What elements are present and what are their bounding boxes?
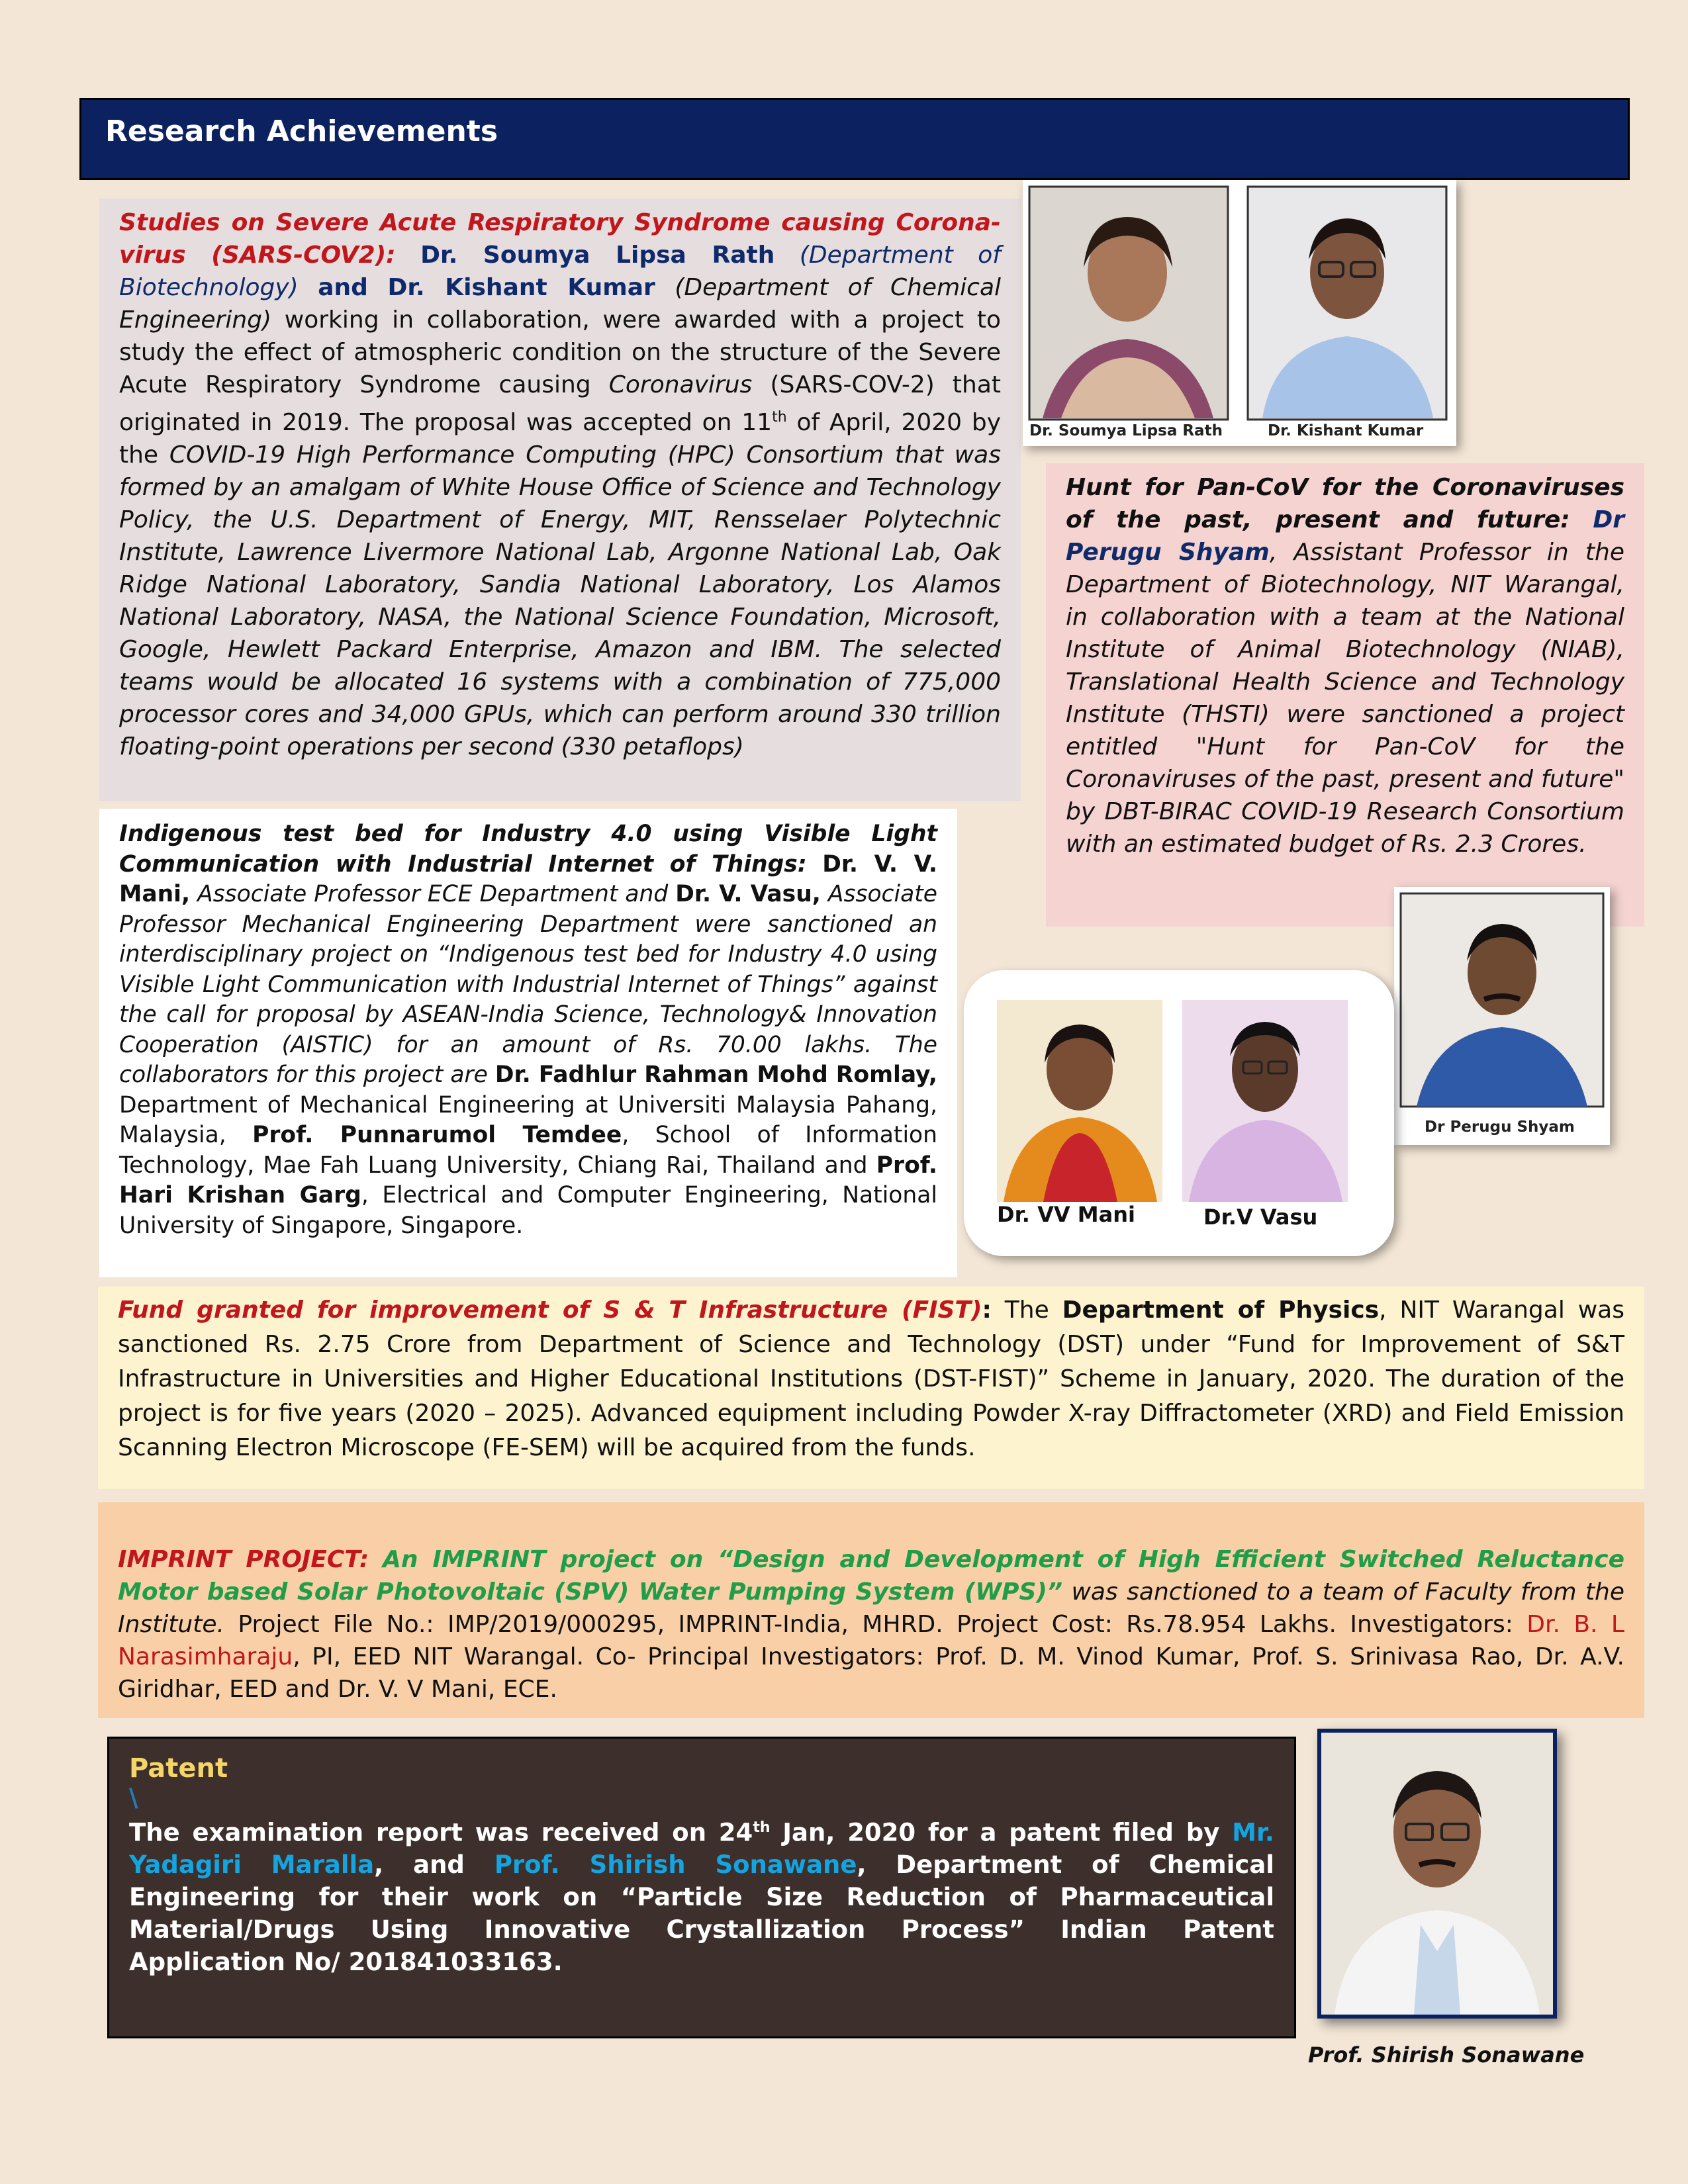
body-text: was sanctioned to a team of Faculty from the Institute. [118,1578,1624,1638]
conjunction: and [318,274,368,301]
photo-perugu-shyam [1394,887,1610,1145]
photo-mani-vasu-image [964,970,1394,1222]
pancov-block [1046,463,1644,927]
superscript: th [772,409,787,426]
photo-caption: Dr. Soumya Lipsa Rath [1029,422,1223,439]
researcher-name: Dr. V. V. Mani, [119,850,937,907]
body-text: Coronavirus [608,371,753,398]
body-text: COVID-19 High Performance Computing (HPC) Consortium that was formed by an amalgam of White House Office of Science and Technology Policy, the U.S. Department of Energy, MIT, Rensselaer Polytechnic Institute, Lawrence Livermore National Lab, Argonne National Lab, Oak Ridge National Laboratory, Sandia National Laboratory, Los Alamos National Laboratory, NASA, the National Science Foundation, Microsoft, Google, Hewlett Packard Enterprise, Amazon and IBM. The selected teams would be allocated 16 systems with a combination of 775,000 processor cores and 34,000 GPUs, which can perform around 330 trillion floating-point operations per second (330 petaflops) [119,441,1001,760]
researcher-name: Dr. Kishant Kumar [387,274,655,301]
photo-caption: Dr.V Vasu [1203,1205,1318,1230]
researcher-name: Prof. Hari Krishan Garg [119,1152,937,1208]
department: (Department of Biotechnology) [119,242,1001,301]
photo-mani-vasu [964,970,1394,1256]
photo-sars-researchers [1023,180,1456,446]
body-text: of April, 2020 by the [119,409,1001,469]
section-title: Research Achievements [105,114,498,148]
researcher-name: Dr Perugu Shyam [1066,506,1624,566]
photo-perugu-shyam-image [1394,887,1610,1112]
researcher-name: Prof. Punnarumol Temdee [252,1122,622,1148]
department-name: Department of Physics [1062,1297,1380,1324]
inventor-name: Prof. Shirish Sonawane [494,1850,857,1880]
body-text: , Electrical and Computer Engineering, National University of Singapore, Singapore. [119,1182,937,1239]
punctuation: : [982,1297,992,1324]
investigator-name: Dr. B. L Narasimharaju [118,1611,1624,1670]
body-text: , Assistant Professor in the Department of Biotechnology, NIT Warangal, in collaboration with a team at the National Institute of Animal Biotechnology (NIAB), Translational Health Science and Technology Institute (THSTI) were sanctioned a project entitled "Hunt for Pan-CoV for the Coronaviruses of the past, present and future" by DBT-BIRAC COVID-19 Research Consortium with an estimated budget of Rs. 2.3 Crores. [1066,539,1624,858]
industry-block [99,809,957,1277]
body-text: Associate Professor ECE Department and [197,881,669,907]
body-text: , School of Information Technology, Mae Fah Luang University, Chiang Rai, Thailand and [119,1122,938,1179]
pancov-title: Hunt for Pan-CoV for the Coronaviruses of the past, present and future: [1066,474,1624,533]
imprint-title: An IMPRINT project on “Design and Development of High Efficient Switched Reluctance Motor based Solar Photovoltaic (SPV) Water Pumping System (WPS)” [118,1546,1624,1606]
patent-title: Patent [129,1753,228,1784]
body-text: Associate Professor Mechanical Engineering Department were sanctioned an interdisciplinary project on “Indigenous test bed for Industry 4.0 using Visible Light Communication with Industrial Internet of Things” against the call for proposal by ASEAN-India Science, Technology& Innovation Cooperation (AISTIC) for an amount of Rs. 70.00 lakhs. The collaborators for this project are [119,881,937,1088]
body-text: (SARS-COV-2) that originated in 2019. The proposal was accepted on 11 [119,371,1001,436]
researcher-name: Dr. V. Vasu, [675,881,821,907]
researcher-name: Dr. Fadhlur Rahman Mohd Romlay, [494,1062,937,1088]
photo-caption: Dr. Kishant Kumar [1268,422,1424,439]
photo-caption: Prof. Shirish Sonawane [1308,2042,1585,2068]
industry-title: Indigenous test bed for Industry 4.0 using Visible Light Communication with Industrial Internet of Things: [119,821,937,878]
body-text: The [1004,1297,1049,1324]
superscript: th [753,1819,771,1836]
patent-block [107,1737,1296,2038]
body-text: , and [374,1850,465,1880]
body-text: Jan, 2020 for a patent filed by [782,1818,1220,1847]
researcher-name: Dr. Soumya Lipsa Rath [420,242,775,269]
fist-block [98,1287,1644,1489]
body-text: The examination report was received on 24 [129,1818,753,1847]
body-text: working in collaboration, were awarded with a project to study the effect of atmospheric condition on the structure of the Severe Acute Respiratory Syndrome causing [119,306,1001,398]
photo-caption: Dr Perugu Shyam [1425,1118,1575,1136]
section-header [79,98,1630,180]
fist-title: Fund granted for improvement of S & T Infrastructure (FIST) [118,1297,982,1324]
sars-title: Studies on Severe Acute Respiratory Syndrome causing Corona-virus (SARS-COV2): [119,209,1001,269]
photo-shirish-sonawane [1317,1729,1557,2019]
photo-shirish-sonawane-image [1321,1733,1553,2015]
department: (Department of Chemical Engineering) [119,274,1002,334]
body-text: , PI, EED NIT Warangal. Co- Principal Investigators: Prof. D. M. Vinod Kumar, Prof. S. Srinivasa Rao, Dr. A.V. Giridhar, EED and Dr. V. V Mani, ECE. [118,1643,1624,1703]
body-text: , NIT Warangal was sanctioned Rs. 2.75 Crore from Department of Science and Technology (DST) under “Fund for Improvement of S&T Infrastructure in Universities and Higher Educational Institutions (DST-FIST)” Scheme in January, 2020. The duration of the project is for five years (2020 – 2025). Advanced equipment including Powder X-ray Diffractometer (XRD) and Field Emission Scanning Electron Microscope (FE-SEM) will be acquired from the funds. [118,1297,1624,1461]
photo-soumya-lipsa-rath [1023,180,1456,446]
sars-study-block [99,199,1021,801]
imprint-block [98,1502,1644,1718]
imprint-label: IMPRINT PROJECT: [118,1546,369,1573]
body-text: Department of Mechanical Engineering at Universiti Malaysia Pahang, Malaysia, [119,1091,937,1148]
body-text: , Department of Chemical Engineering for their work on “Particle Size Reduction of Pharmaceutical Material/Drugs Using Innovative Crystallization Process” Indian Patent Application No/ 201841033163. [129,1850,1274,1977]
patent-slash: \ [129,1784,138,1812]
inventor-name: Mr. Yadagiri Maralla [129,1818,1274,1880]
body-text: Project File No.: IMP/2019/000295, IMPRINT-India, MHRD. Project Cost: Rs.78.954 Lakhs. Investigators: [238,1611,1513,1638]
photo-caption: Dr. VV Mani [997,1202,1135,1227]
